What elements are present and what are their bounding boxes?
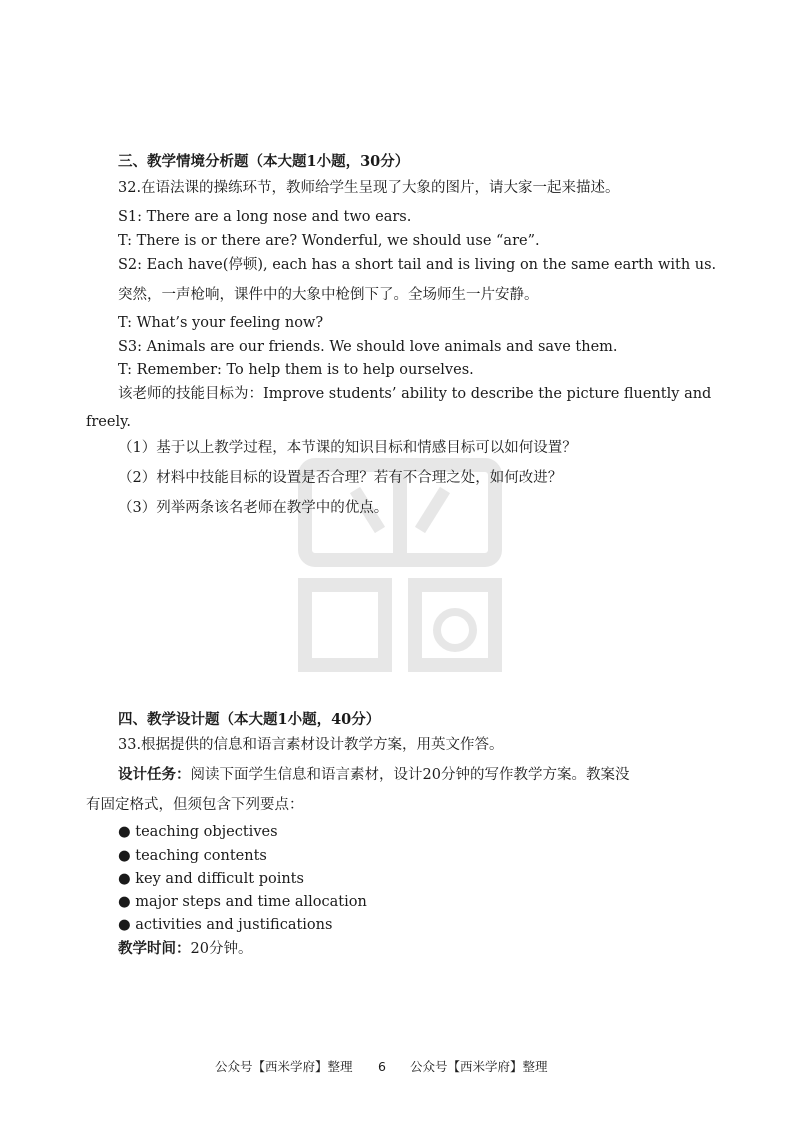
- section3-heading: 三、教学情境分析题（本大题1小题，30分）: [118, 153, 410, 170]
- dialogue-line: T: What’s your feeling now?: [118, 315, 324, 331]
- footer-left: 公众号【西米学府】整理: [215, 1059, 353, 1074]
- footer-right: 公众号【西米学府】整理: [410, 1059, 548, 1074]
- bullet-item: ● key and difficult points: [118, 871, 304, 887]
- dialogue-line: S2: Each have(停顿), each has a short tail and is living on the same earth with us.: [118, 257, 717, 273]
- section4-heading: 四、教学设计题（本大题1小题，40分）: [118, 711, 381, 728]
- design-task-label: 设计任务：: [118, 766, 191, 783]
- bullet-item: ● teaching contents: [118, 848, 267, 864]
- design-task-line: [118, 765, 629, 785]
- page-number: 6: [378, 1059, 386, 1074]
- subquestion: （2）材料中技能目标的设置是否合理？若有不合理之处，如何改进？: [118, 470, 563, 486]
- dialogue-line: T: Remember: To help them is to help ourselves.: [118, 362, 474, 378]
- teaching-time-value: 20分钟。: [190, 941, 253, 957]
- dialogue-line: 突然，一声枪响，课件中的大象中枪倒下了。全场师生一片安静。: [118, 287, 539, 303]
- question-32: 32.在语法课的操练环节，教师给学生呈现了大象的图片，请大家一起来描述。: [118, 180, 620, 196]
- dialogue-line: S3: Animals are our friends. We should love animals and save them.: [118, 339, 618, 355]
- teaching-time-line: [118, 939, 252, 959]
- skill-goal-line-cont: freely.: [86, 414, 131, 430]
- watermark-logo: [285, 455, 515, 685]
- question-33: 33.根据提供的信息和语言素材设计教学方案，用英文作答。: [118, 737, 504, 753]
- teaching-time-label: 教学时间：: [118, 940, 191, 957]
- bullet-item: ● major steps and time allocation: [118, 894, 367, 910]
- bullet-item: ● teaching objectives: [118, 824, 278, 840]
- dialogue-line: T: There is or there are? Wonderful, we should use “are”.: [118, 233, 540, 249]
- subquestion: （1）基于以上教学过程，本节课的知识目标和情感目标可以如何设置？: [118, 440, 577, 456]
- bullet-item: ● activities and justifications: [118, 917, 333, 933]
- design-task-line-cont: 有固定格式，但须包含下列要点：: [86, 797, 304, 813]
- design-task-text: 阅读下面学生信息和语言素材，设计20分钟的写作教学方案。教案没: [190, 767, 630, 783]
- skill-goal-line: 该老师的技能目标为：Improve students’ ability to describe the picture fluently and: [118, 386, 712, 402]
- subquestion: （3）列举两条该名老师在教学中的优点。: [118, 500, 389, 516]
- dialogue-line: S1: There are a long nose and two ears.: [118, 209, 412, 225]
